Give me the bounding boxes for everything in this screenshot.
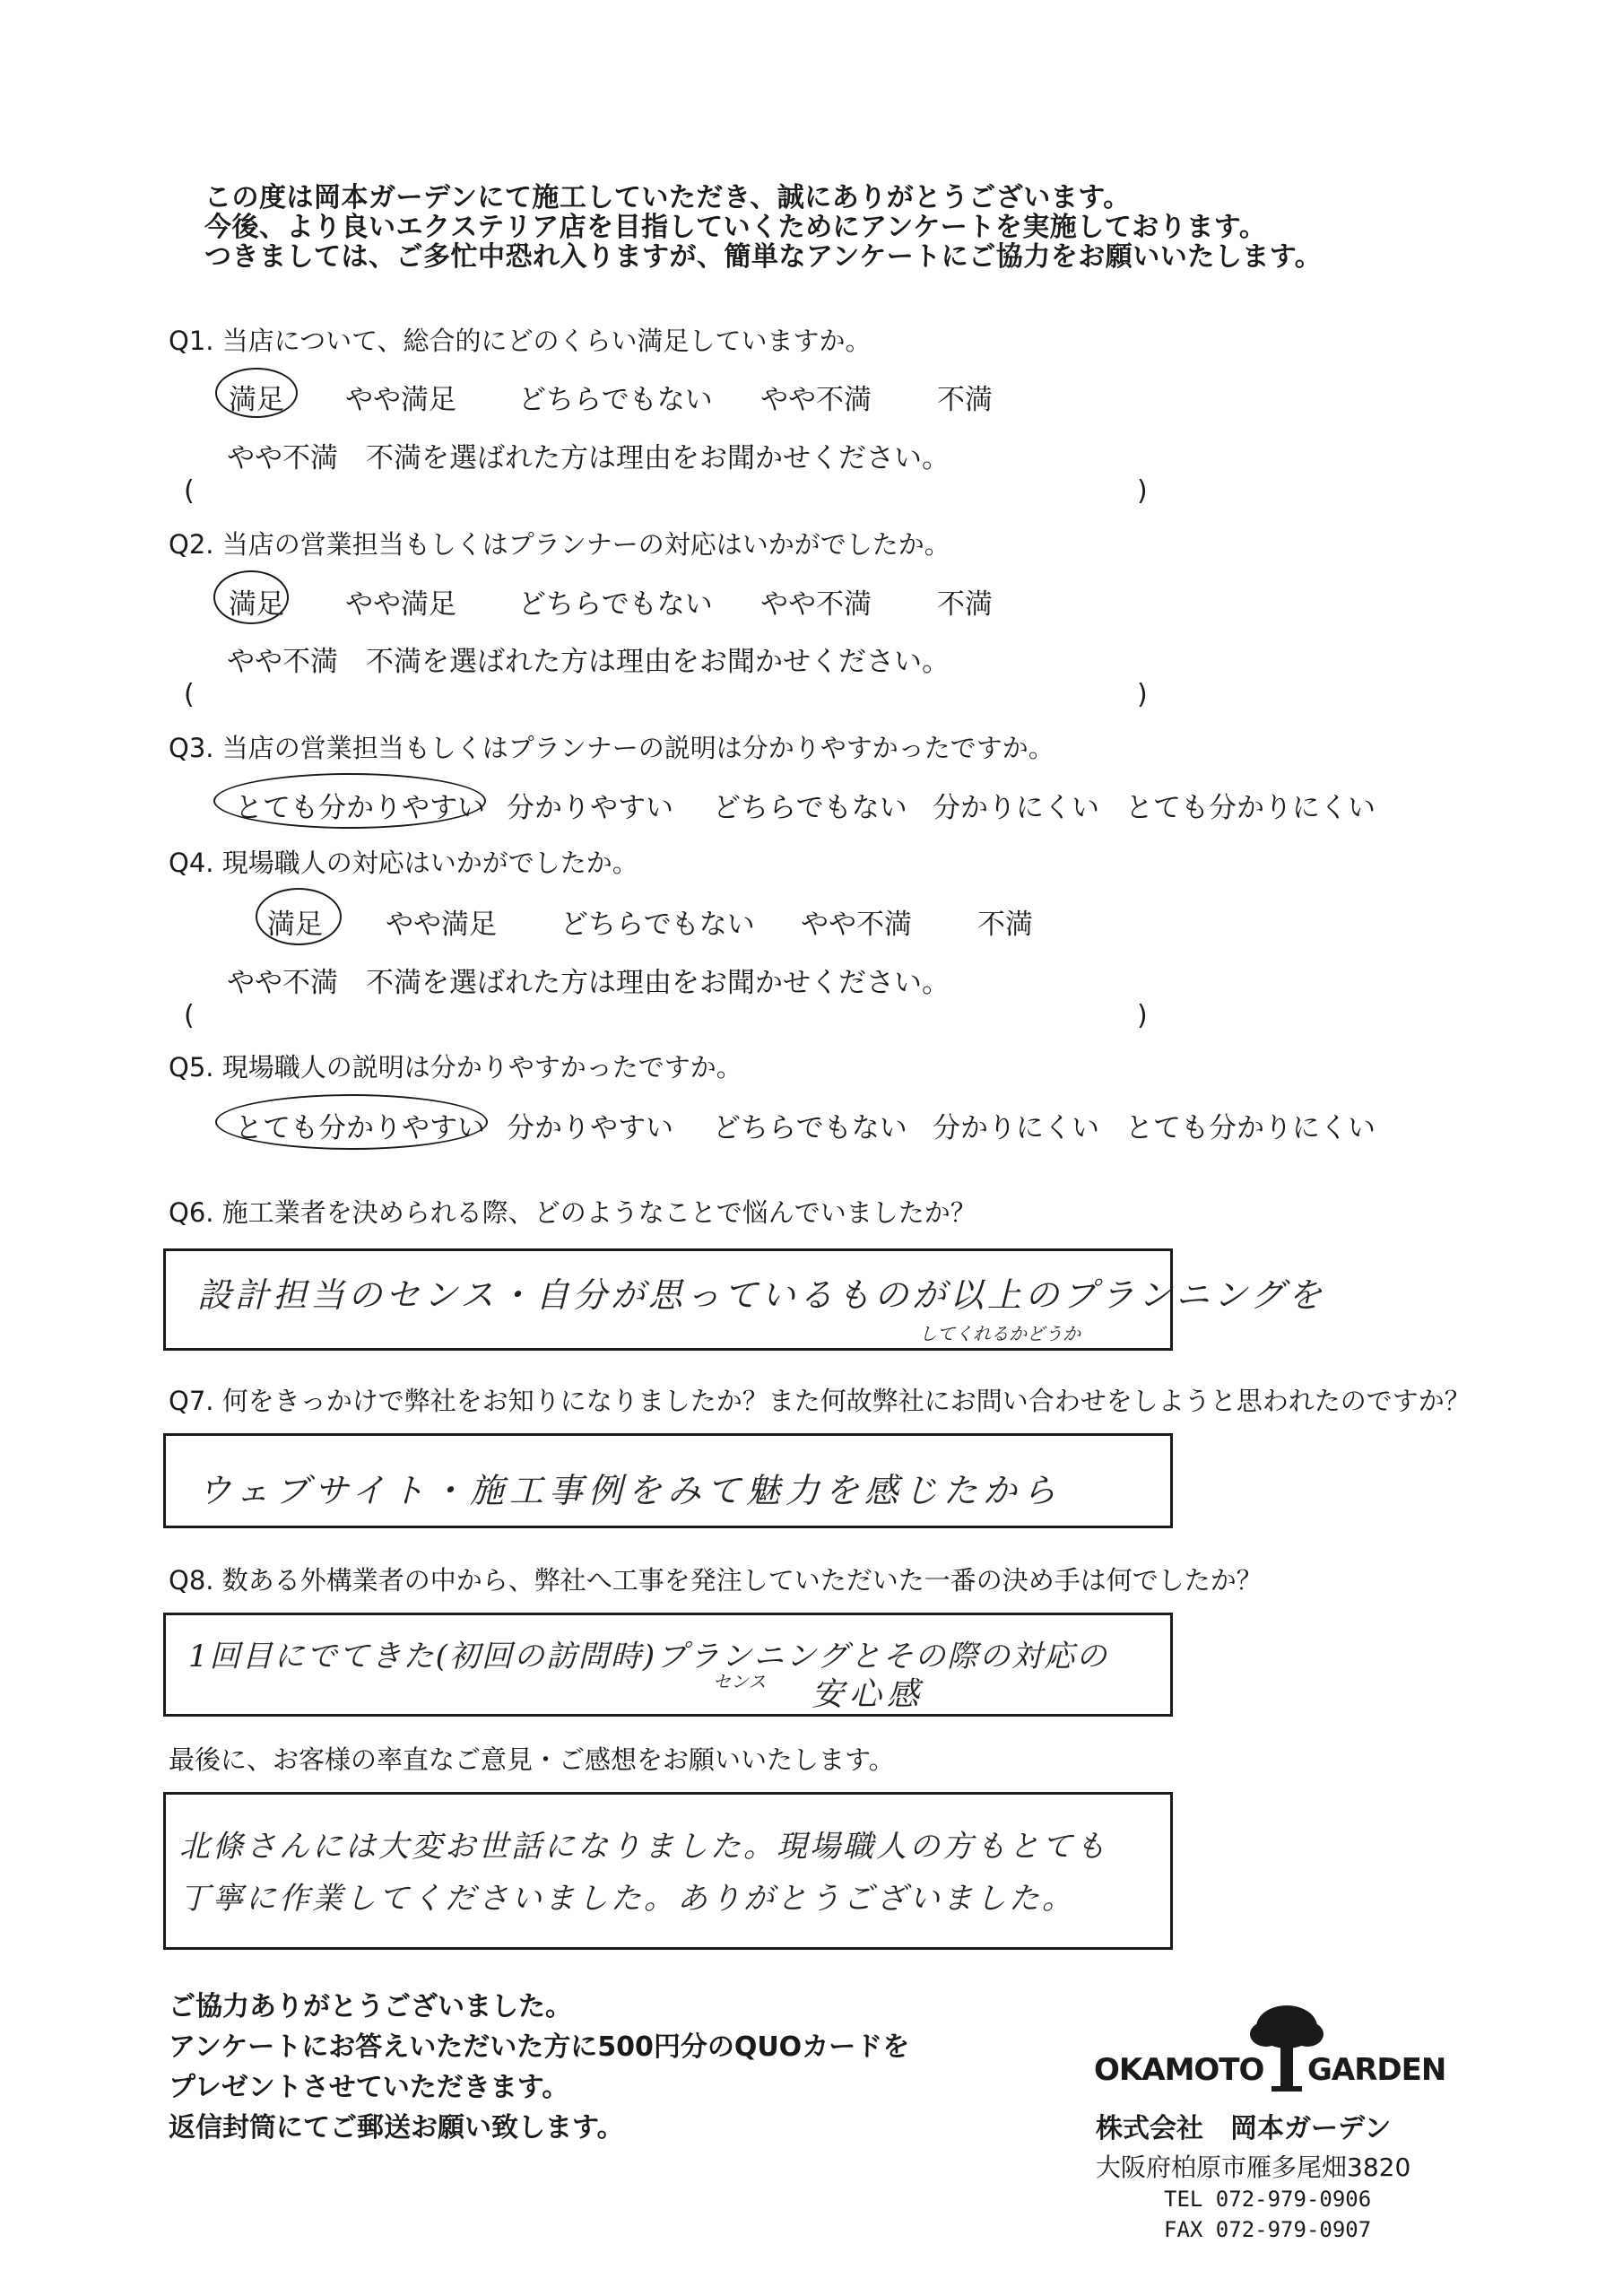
q4-option-somewhat-satisfied[interactable]: やや満足 <box>386 909 497 941</box>
company-logo <box>1094 2000 1446 2102</box>
q4-option-somewhat-dissatisfied[interactable]: やや不満 <box>801 909 912 941</box>
q5-option-neutral[interactable]: どちらでもない <box>713 1112 907 1144</box>
q3-option-very-clear[interactable]: とても分かりやすい <box>235 792 485 824</box>
q1-option-neutral[interactable]: どちらでもない <box>518 384 713 416</box>
q1-option-satisfied[interactable]: 満足 <box>229 384 284 416</box>
q1-reason-prompt: やや不満 不満を選ばれた方は理由をお聞かせください。 <box>227 442 950 474</box>
q4-option-neutral[interactable]: どちらでもない <box>560 909 755 941</box>
q4-text: Q4. 現場職人の対応はいかがでしたか。 <box>169 848 638 878</box>
q3-text: Q3. 当店の営業担当もしくはプランナーの説明は分かりやすかったですか。 <box>169 733 1055 763</box>
logo-text-left: OKAMOTO <box>1094 2052 1264 2088</box>
intro-line-1: この度は岡本ガーデンにて施工していただき、誠にありがとうございます。 <box>204 182 1131 213</box>
logo-text-right: GARDEN <box>1307 2052 1446 2088</box>
final-answer-line-1: 北條さんには大変お世話になりました。現場職人の方もとても <box>179 1829 1108 1865</box>
q5-selection-circle <box>215 1094 488 1150</box>
q7-text: Q7. 何をきっかけで弊社をお知りになりましたか？また何故弊社にお問い合わせをしようと思われたのですか？ <box>169 1386 1471 1416</box>
q2-option-somewhat-satisfied[interactable]: やや満足 <box>345 588 456 621</box>
q1-paren-open: ( <box>184 475 195 507</box>
q3-option-unclear[interactable]: 分かりにくい <box>933 792 1099 824</box>
q4-option-satisfied[interactable]: 満足 <box>267 909 323 941</box>
q7-answer: ウェブサイト・施工事例をみて魅力を感じたから <box>197 1471 1062 1510</box>
q2-option-satisfied[interactable]: 満足 <box>229 588 284 621</box>
q2-selection-circle <box>213 570 289 624</box>
q2-text: Q2. 当店の営業担当もしくはプランナーの対応はいかがでしたか。 <box>169 529 950 560</box>
q6-answer-box[interactable] <box>163 1248 1326 1351</box>
company-address: 大阪府柏原市雁多尾畑3820 <box>1096 2152 1411 2182</box>
q3-selection-circle <box>213 773 486 829</box>
q4-option-dissatisfied[interactable]: 不満 <box>977 909 1033 941</box>
q2-option-dissatisfied[interactable]: 不満 <box>937 588 993 621</box>
q4-selection-circle <box>256 888 342 945</box>
final-answer-box[interactable] <box>163 1792 1173 1950</box>
footer-line-1: ご協力ありがとうございました。 <box>169 1991 572 2022</box>
intro-line-2: 今後、より良いエクステリア店を目指していくためにアンケートを実施しております。 <box>204 212 1267 243</box>
q2-option-neutral[interactable]: どちらでもない <box>518 588 713 621</box>
q5-text: Q5. 現場職人の説明は分かりやすかったですか。 <box>169 1052 742 1083</box>
q3-option-clear[interactable]: 分かりやすい <box>507 792 673 824</box>
q5-option-very-unclear[interactable]: とても分かりにくい <box>1125 1112 1376 1144</box>
q5-option-unclear[interactable]: 分かりにくい <box>933 1112 1099 1144</box>
footer-line-3: プレゼントさせていただきます。 <box>169 2072 569 2103</box>
q4-paren-close: ) <box>1137 1000 1148 1031</box>
q6-answer-line-2: してくれるかどうか <box>919 1323 1081 1344</box>
q2-paren-open: ( <box>184 679 195 710</box>
q8-answer-box[interactable] <box>163 1613 1173 1717</box>
final-answer-line-2: 丁寧に作業してくださいました。ありがとうございました。 <box>179 1881 1075 1917</box>
q1-text: Q1. 当店について、総合的にどのくらい満足していますか。 <box>169 326 872 356</box>
q1-option-somewhat-satisfied[interactable]: やや満足 <box>345 384 456 416</box>
q5-option-clear[interactable]: 分かりやすい <box>507 1112 673 1144</box>
footer-line-4: 返信封筒にてご郵送お願い致します。 <box>169 2112 624 2144</box>
q1-selection-circle <box>215 368 298 418</box>
q6-text: Q6. 施工業者を決められる際、どのようなことで悩んでいましたか？ <box>169 1197 976 1228</box>
q5-option-very-clear[interactable]: とても分かりやすい <box>235 1112 485 1144</box>
q8-answer-line-1: 1回目にでてきた(初回の訪問時)プランニングとその際の対応の <box>188 1639 1109 1674</box>
q1-option-somewhat-dissatisfied[interactable]: やや不満 <box>760 384 872 416</box>
q8-answer-line-2: 安心感 <box>812 1676 925 1713</box>
company-fax: FAX 072-979-0907 <box>1164 2217 1372 2242</box>
q2-option-somewhat-dissatisfied[interactable]: やや不満 <box>760 588 872 621</box>
q1-option-dissatisfied[interactable]: 不満 <box>937 384 993 416</box>
q8-text: Q8. 数ある外構業者の中から、弊社へ工事を発注していただいた一番の決め手は何でしたか？ <box>169 1565 1263 1596</box>
footer-line-2: アンケートにお答えいただいた方に500円分のQUOカードを <box>169 2031 910 2063</box>
final-text: 最後に、お客様の率直なご意見・ご感想をお願いいたします。 <box>169 1744 895 1775</box>
q2-reason-prompt: やや不満 不満を選ばれた方は理由をお聞かせください。 <box>227 646 950 678</box>
company-name: 株式会社 岡本ガーデン <box>1096 2113 1392 2144</box>
q2-paren-close: ) <box>1137 679 1148 710</box>
intro-line-3: つきましては、ご多忙中恐れ入りますが、簡単なアンケートにご協力をお願いいたします。 <box>204 241 1323 273</box>
q4-reason-prompt: やや不満 不満を選ばれた方は理由をお聞かせください。 <box>227 967 950 999</box>
company-tel: TEL 072-979-0906 <box>1164 2187 1372 2212</box>
q8-answer-sub: センス <box>713 1671 767 1692</box>
q3-option-very-unclear[interactable]: とても分かりにくい <box>1125 792 1376 824</box>
q3-option-neutral[interactable]: どちらでもない <box>713 792 907 824</box>
q1-paren-close: ) <box>1137 475 1148 507</box>
q6-answer-line-1: 設計担当のセンス・自分が思っているものが以上のプランニングを <box>197 1275 1326 1315</box>
q7-answer-box[interactable] <box>163 1433 1173 1528</box>
q4-paren-open: ( <box>184 1000 195 1031</box>
